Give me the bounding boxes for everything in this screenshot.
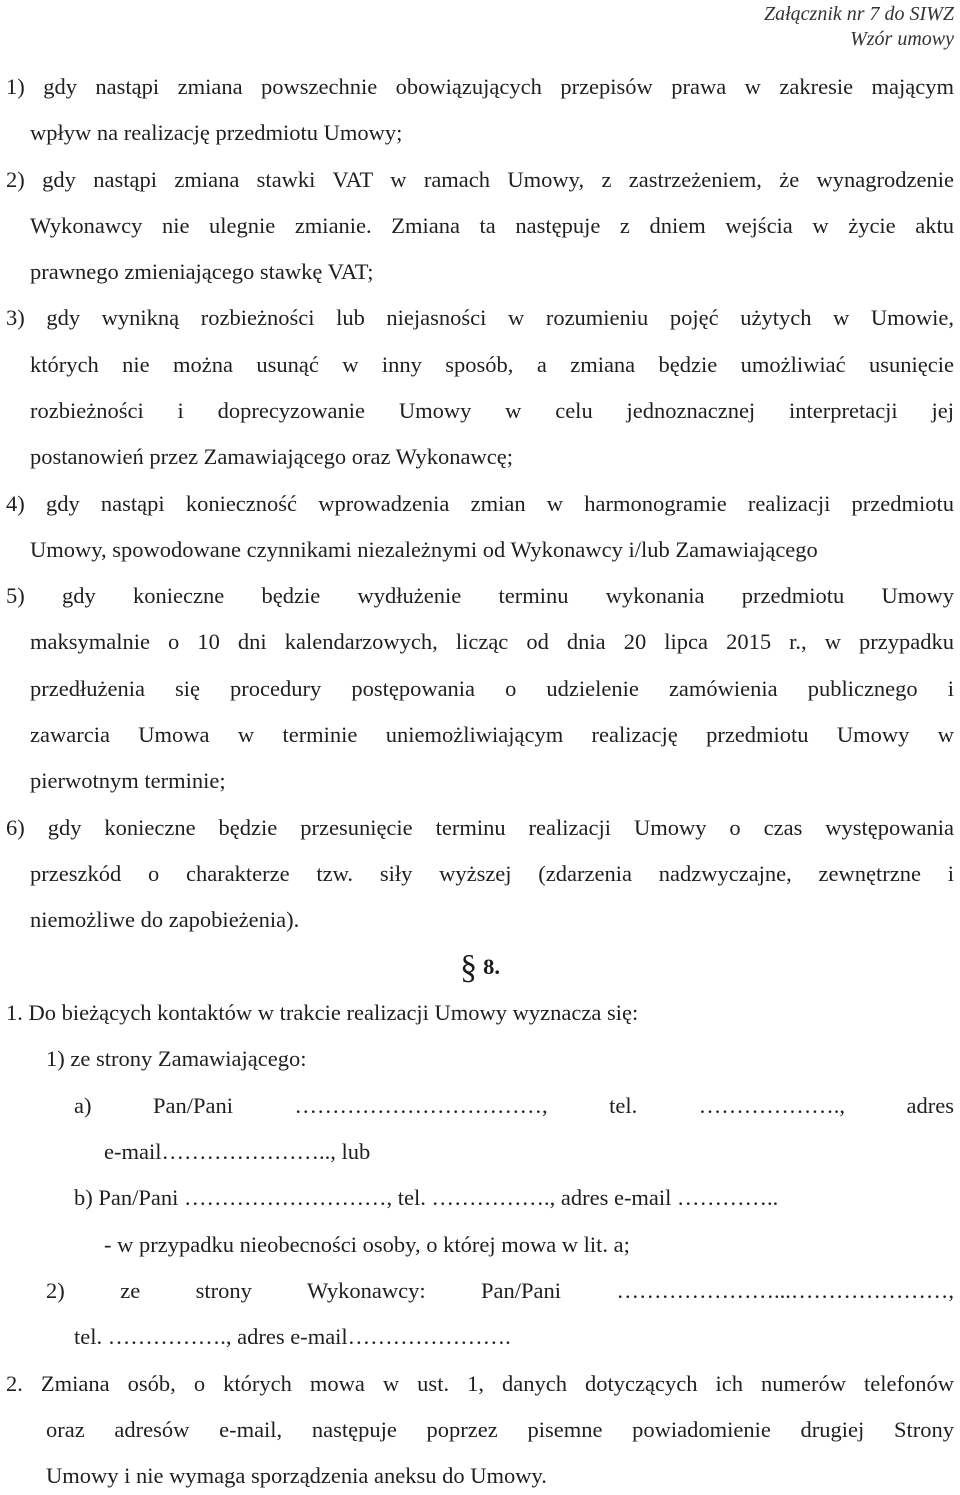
- body-line: 2) gdy nastąpi zmiana stawki VAT w ramach Umowy, z zastrzeżeniem, że wynagrodzenie: [6, 167, 954, 192]
- body-line: pierwotnym terminie;: [30, 768, 226, 793]
- body-line: 4) gdy nastąpi konieczność wprowadzenia zmian w harmonogramie realizacji przedmiotu: [6, 491, 954, 516]
- section-heading: [0, 949, 960, 986]
- body-line: tel. ……………., adres e-mail………………….: [74, 1324, 511, 1349]
- body-line: przeszkód o charakterze tzw. siły wyższej (zdarzenia nadzwyczajne, zewnętrzne i: [30, 861, 954, 886]
- section-symbol: §: [460, 949, 478, 986]
- body-line: Umowy, spowodowane czynnikami niezależnymi od Wykonawcy i/lub Zamawiającego: [30, 537, 818, 562]
- body-line: 2. Zmiana osób, o których mowa w ust. 1, danych dotyczących ich numerów telefonów: [6, 1371, 954, 1396]
- body-line: rozbieżności i doprecyzowanie Umowy w celu jednoznacznej interpretacji jej: [30, 398, 954, 423]
- body-line: zawarcia Umowa w terminie uniemożliwiającym realizację przedmiotu Umowy w: [30, 722, 954, 747]
- body-line: niemożliwe do zapobieżenia).: [30, 907, 300, 932]
- body-line: wpływ na realizację przedmiotu Umowy;: [30, 120, 403, 145]
- body-line: 5) gdy konieczne będzie wydłużenie terminu wykonania przedmiotu Umowy: [6, 583, 954, 608]
- body-line: oraz adresów e-mail, następuje poprzez pisemne powiadomienie drugiej Strony: [46, 1417, 954, 1442]
- body-line: maksymalnie o 10 dni kalendarzowych, licząc od dnia 20 lipca 2015 r., w przypadku: [30, 629, 954, 654]
- header-template-label: Wzór umowy: [850, 28, 954, 50]
- body-line: Wykonawcy nie ulegnie zmianie. Zmiana ta następuje z dniem wejścia w życie aktu: [30, 213, 954, 238]
- body-line: 2) ze strony Wykonawcy: Pan/Pani …………………...…………………,: [46, 1278, 954, 1303]
- body-line: 1. Do bieżących kontaktów w trakcie realizacji Umowy wyznacza się:: [6, 1000, 639, 1025]
- body-line: b) Pan/Pani ………………………, tel. ……………., adres e-mail …………..: [74, 1185, 779, 1210]
- body-line: 1) ze strony Zamawiającego:: [46, 1046, 307, 1071]
- body-line: prawnego zmieniającego stawkę VAT;: [30, 259, 374, 284]
- body-line: Umowy i nie wymaga sporządzenia aneksu do Umowy.: [46, 1463, 547, 1488]
- body-line: a) Pan/Pani ……………………………, tel. ………………., adres: [74, 1093, 954, 1118]
- body-line: - w przypadku nieobecności osoby, o której mowa w lit. a;: [104, 1232, 630, 1257]
- section-number: 8.: [483, 954, 500, 979]
- body-line: których nie można usunąć w inny sposób, a zmiana będzie umożliwiać usunięcie: [30, 352, 954, 377]
- body-line: 6) gdy konieczne będzie przesunięcie terminu realizacji Umowy o czas występowania: [6, 815, 954, 840]
- body-line: przedłużenia się procedury postępowania o udzielenie zamówienia publicznego i: [30, 676, 954, 701]
- body-line: postanowień przez Zamawiającego oraz Wykonawcę;: [30, 444, 514, 469]
- body-line: e-mail………………….., lub: [104, 1139, 371, 1164]
- page-header: [764, 2, 954, 52]
- header-attachment-label: Załącznik nr 7 do SIWZ: [764, 3, 954, 25]
- body-line: 1) gdy nastąpi zmiana powszechnie obowiązujących przepisów prawa w zakresie mającym: [6, 74, 954, 99]
- body-line: 3) gdy wynikną rozbieżności lub niejasności w rozumieniu pojęć użytych w Umowie,: [6, 305, 954, 330]
